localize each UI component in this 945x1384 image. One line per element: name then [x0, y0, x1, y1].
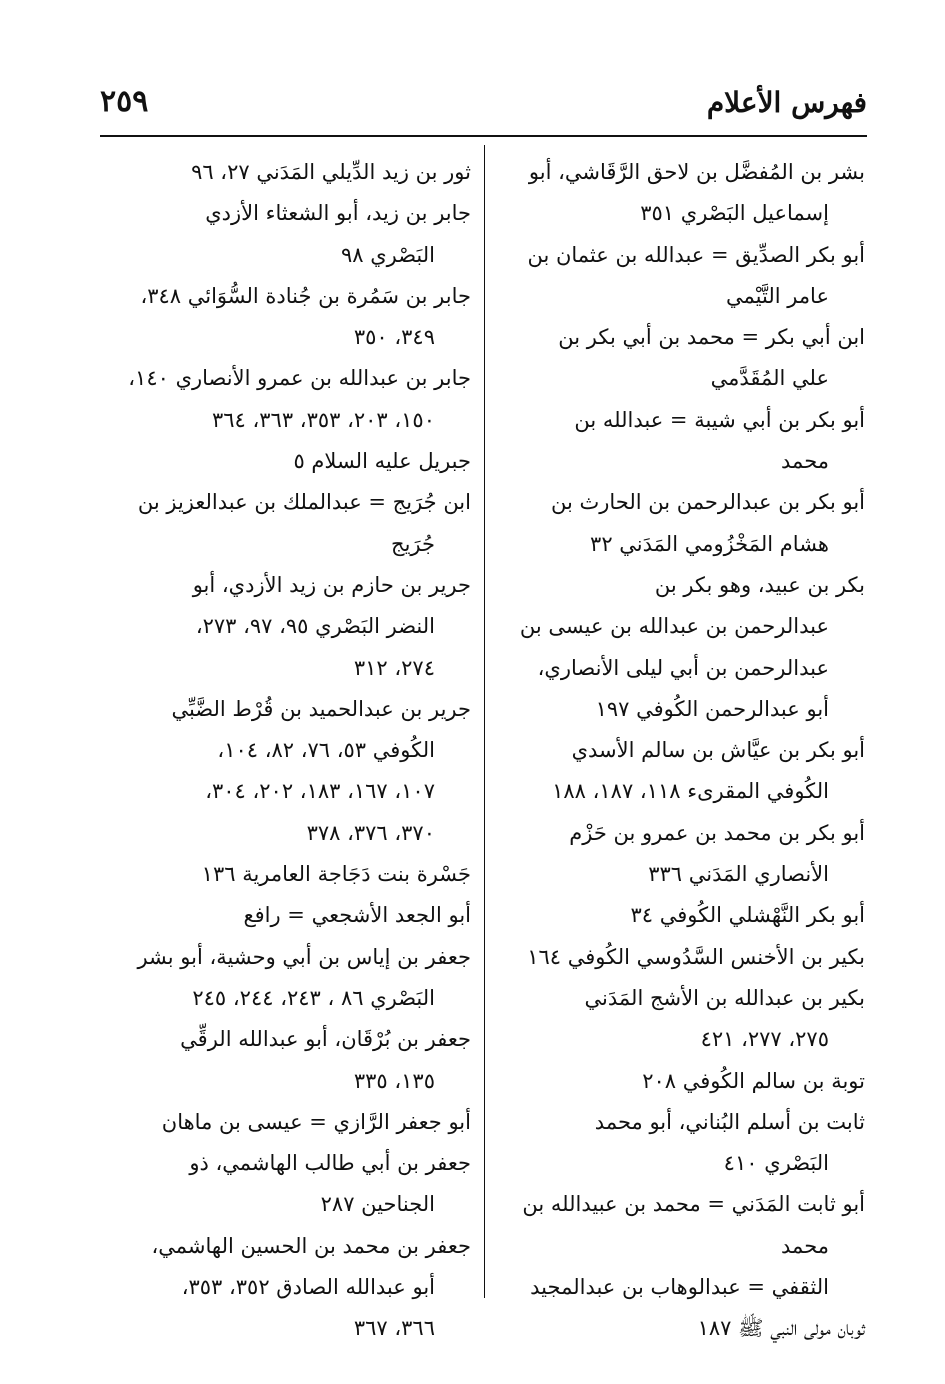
- index-entry: جعفر بن أبي طالب الهاشمي، ذو: [189, 1151, 471, 1176]
- page-number: ٢٥٩: [100, 84, 149, 119]
- index-entry-continuation: ٢٧٤، ٣١٢: [353, 655, 435, 680]
- index-entry-continuation: ٢٧٥، ٢٧٧، ٤٢١: [700, 1027, 829, 1052]
- index-entry-continuation: الثقفي = عبدالوهاب بن عبدالمجيد: [530, 1275, 829, 1300]
- index-entry-continuation: الكُوفي ٥٣، ٧٦، ٨٢، ١٠٤،: [217, 738, 435, 763]
- index-entry: بكر بن عبيد، وهو بكر بن: [654, 572, 865, 597]
- index-entry: ثور بن زيد الدِّيلي المَدَني ٢٧، ٩٦: [191, 160, 471, 184]
- index-entry: أبو بكر بن عيَّاش بن سالم الأسدي: [571, 738, 865, 763]
- left-column: [103, 152, 471, 1350]
- index-entry: جعفر بن محمد بن الحسين الهاشمي،: [151, 1233, 471, 1258]
- index-entry: ثوبان مولى النبي ﷺ ١٨٧: [697, 1316, 865, 1341]
- index-entry-continuation: جُرَيج: [391, 531, 435, 556]
- index-entry: ابن جُرَيج = عبدالملك بن عبدالعزيز بن: [137, 490, 471, 515]
- index-entry-continuation: الجناحين ٢٨٧: [320, 1192, 435, 1217]
- index-entry-continuation: أبو عبدالله الصادق ٣٥٢، ٣٥٣،: [181, 1275, 435, 1300]
- index-entry-continuation: ١٣٥، ٣٣٥: [353, 1068, 435, 1093]
- index-entry: ابن أبي بكر = محمد بن أبي بكر بن: [558, 325, 865, 350]
- index-entry-continuation: ٣٤٩، ٣٥٠: [353, 325, 435, 350]
- index-entry: أبو بكر النَّهْشلي الكُوفي ٣٤: [630, 903, 865, 928]
- index-entry-continuation: عامر التَّيْمي: [726, 283, 829, 308]
- index-entry-continuation: ٣٦٦، ٣٦٧: [353, 1316, 435, 1341]
- index-entry: بكير بن عبدالله بن الأشج المَدَني: [584, 985, 865, 1010]
- index-entry-continuation: إسماعيل البَصْري ٣٥١: [640, 201, 829, 226]
- index-entry: أبو جعفر الرَّازي = عيسى بن ماهان: [161, 1109, 471, 1134]
- index-entry-continuation: محمد: [781, 449, 829, 474]
- index-entry: بشر بن المُفضَّل بن لاحق الرَّقَاشي، أبو: [528, 160, 865, 184]
- running-title: فهرس الأعلام: [706, 86, 867, 119]
- index-entry-continuation: البَصْري ٨٦ ، ٢٤٣، ٢٤٤، ٢٤٥: [192, 985, 435, 1010]
- index-entry-continuation: البَصْري ٤١٠: [723, 1151, 829, 1176]
- index-entry-continuation: علي المُقَدَّمي: [710, 366, 829, 391]
- index-entry: جرير بن عبدالحميد بن قُرْط الضَّبِّي: [171, 696, 471, 721]
- index-entry: جعفر بن بُرْقَان، أبو عبدالله الرقِّي: [180, 1027, 471, 1052]
- index-entry: جعفر بن إياس بن أبي وحشية، أبو بشر: [137, 944, 471, 969]
- index-entry: أبو الجعد الأشجعي = رافع: [243, 903, 471, 928]
- index-entry-continuation: هشام المَخْزُومي المَدَني ٣٢: [590, 531, 829, 556]
- index-entry: أبو بكر بن محمد بن عمرو بن حَزْم: [569, 820, 865, 845]
- index-entry-continuation: البَصْري ٩٨: [340, 242, 435, 267]
- index-entry: ثابت بن أسلم البُناني، أبو محمد: [594, 1109, 865, 1134]
- index-entry: أبو ثابت المَدَني = محمد بن عبيدالله بن: [522, 1192, 865, 1217]
- index-entry: توبة بن سالم الكُوفي ٢٠٨: [642, 1068, 865, 1093]
- index-entry-continuation: محمد: [781, 1233, 829, 1258]
- index-entry: جابر بن زيد، أبو الشعثاء الأزدي: [205, 201, 471, 226]
- right-column: [481, 152, 865, 1350]
- index-entry-continuation: الأنصاري المَدَني ٣٣٦: [648, 862, 829, 887]
- index-entry: جابر بن عبدالله بن عمرو الأنصاري ١٤٠،: [128, 366, 471, 391]
- index-entry: جرير بن حازم بن زيد الأزدي، أبو: [192, 572, 471, 597]
- index-entry-continuation: أبو عبدالرحمن الكُوفي ١٩٧: [595, 696, 829, 721]
- index-entry-continuation: عبدالرحمن بن أبي ليلى الأنصاري،: [537, 655, 829, 680]
- index-entry: جابر بن سَمُرة بن جُنادة السُّوَائي ٣٤٨،: [140, 283, 471, 308]
- index-entry-continuation: ٣٧٠، ٣٧٦، ٣٧٨: [306, 820, 435, 845]
- index-entry-continuation: ١٥٠، ٢٠٣، ٣٥٣، ٣٦٣، ٣٦٤: [211, 407, 435, 432]
- index-entry: بكير بن الأخنس السَّدُوسي الكُوفي ١٦٤: [527, 944, 865, 969]
- index-entry-continuation: النضر البَصْري ٩٥، ٩٧، ٢٧٣،: [195, 614, 435, 639]
- index-entry: أبو بكر الصدِّيق = عبدالله بن عثمان بن: [527, 242, 865, 267]
- index-entry-continuation: عبدالرحمن بن عبدالله بن عيسى بن: [519, 614, 829, 639]
- index-entry-continuation: ١٠٧، ١٦٧، ١٨٣، ٢٠٢، ٣٠٤،: [205, 779, 435, 804]
- header-rule: [100, 135, 867, 137]
- index-entry: أبو بكر بن عبدالرحمن بن الحارث بن: [550, 490, 865, 515]
- index-entry: جَسْرة بنت دَجَاجة العامرية ١٣٦: [201, 862, 471, 887]
- index-entry-continuation: الكُوفي المقرىء ١١٨، ١٨٧، ١٨٨: [552, 779, 829, 804]
- index-entry: أبو بكر بن أبي شيبة = عبدالله بن: [574, 407, 865, 432]
- index-entry: جبريل عليه السلام ٥: [293, 449, 471, 474]
- page-header: [100, 84, 867, 128]
